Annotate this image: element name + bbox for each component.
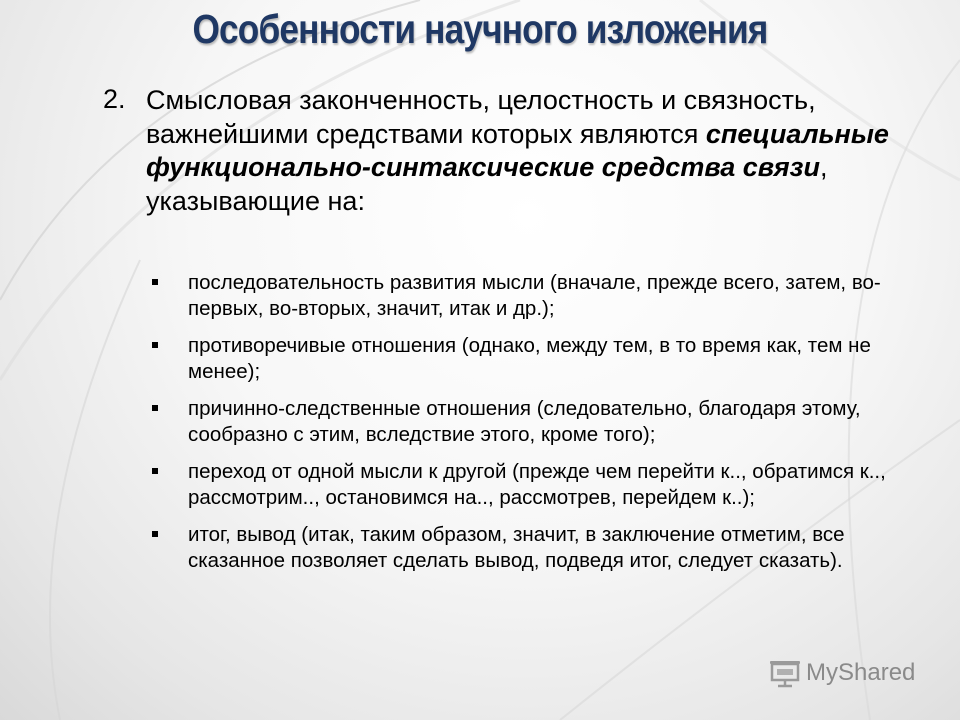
main-item-text — [146, 84, 936, 218]
bullet-square-icon — [152, 468, 158, 474]
bullet-square-icon — [152, 405, 158, 411]
bullet-text: противоречивые отношения (однако, между тем, в то время как, тем не менее); — [188, 334, 871, 383]
bullet-item — [150, 333, 940, 385]
bullet-item — [150, 522, 940, 574]
watermark-text: MyShared — [806, 659, 916, 686]
projector-screen-icon — [768, 658, 802, 688]
bullet-text: переход от одной мысли к другой (прежде чем перейти к.., обратимся к.., рассмотрим.., остановимся на.., рассмотрев, перейдем к..); — [188, 460, 886, 509]
bullet-square-icon — [152, 279, 158, 285]
bullet-text: причинно-следственные отношения (следовательно, благодаря этому, сообразно с этим, вследствие этого, кроме того); — [188, 397, 861, 446]
bullet-text: итог, вывод (итак, таким образом, значит, в заключение отметим, все сказанное позволяет сделать вывод, подведя итог, следует сказать). — [188, 523, 845, 572]
main-item-text-part1: Смысловая законченность, целостность и связность, важнейшими средствами которых являются — [146, 85, 816, 149]
bullet-square-icon — [152, 342, 158, 348]
bullet-text: последовательность развития мысли (вначале, прежде всего, затем, во-первых, во-вторых, значит, итак и др.); — [188, 271, 881, 320]
bullet-square-icon — [152, 531, 158, 537]
bullet-item — [150, 396, 940, 448]
bullet-item — [150, 459, 940, 511]
main-item-emphasis: специальные функционально-синтаксические средства связи — [146, 118, 889, 182]
main-item-number: 2. — [103, 84, 126, 114]
bullet-item — [150, 270, 940, 322]
bullet-list — [150, 270, 940, 574]
slide-title: Особенности научного изложения — [192, 6, 768, 52]
watermark-logo — [768, 658, 915, 688]
main-item-text-part2: , указывающие на: — [146, 152, 828, 216]
